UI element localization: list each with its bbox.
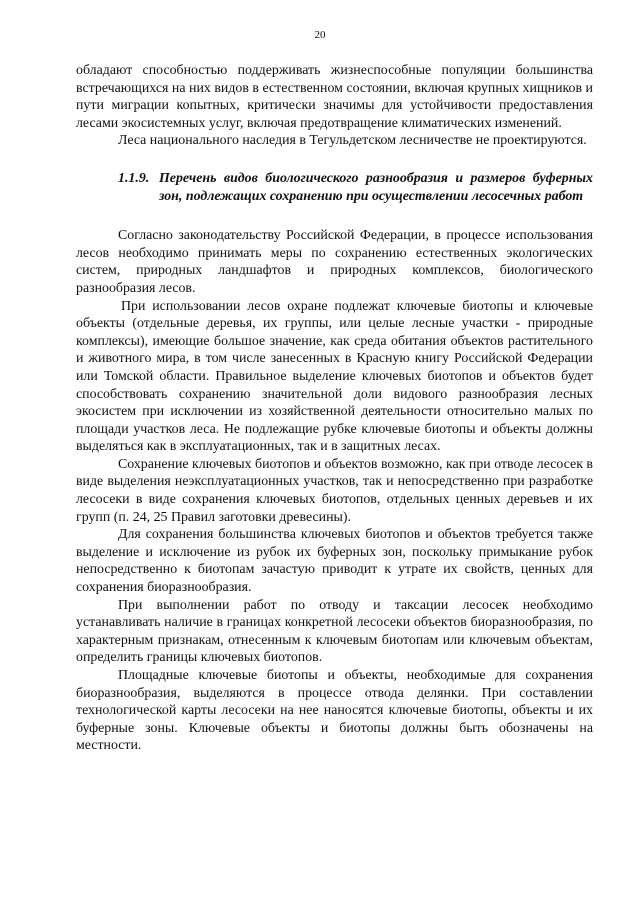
paragraph: Для сохранения большинства ключевых биотопов и объектов требуется также выделение и исключение из рубок их буферных зон, поскольку примыкание рубок непосредственно к биотопам зачастую приводит к утрате их свойств, ценных для сохранения биоразнообразия.	[76, 527, 593, 596]
paragraph: Сохранение ключевых биотопов и объектов возможно, как при отводе лесосек в виде выделения неэксплуатационных участков, так и непосредственно при разработке лесосеки в виде сохранения ключевых биотопов, отдельных ценных деревьев и их групп (п. 24, 25 Правил заготовки древесины).	[76, 456, 593, 525]
page-number: 20	[314, 29, 326, 41]
paragraph: обладают способностью поддерживать жизнеспособные популяции большинства встречающихся на них видов в естественном состоянии, включая крупных хищников и пути миграции копытных, критически значимы для устойчивости предоставления лесами экосистемных услуг, включая предотвращение климатических изменений.	[76, 63, 593, 131]
paragraph: Согласно законодательству Российской Федерации, в процессе использования лесов необходимо принимать меры по сохранению естественных экологических систем, природных ландшафтов и природных комплексов, биологического разнообразия лесов.	[76, 228, 593, 296]
paragraph: При использовании лесов охране подлежат ключевые биотопы и ключевые объекты (отдельные деревья, их группы, или целые лесные участки - природные комплексы), имеющие большое значение, как среда обитания объектов растительного и животного мира, в том числе занесенных в Красную книгу Российской Федерации или Томской области. Правильное выделение ключевых биотопов и объектов будет способствовать сохранению значительной доли видового разнообразия лесных экосистем при исключении из хозяйственной деятельности относительно малых по площади участков леса. Не подлежащие рубке ключевые биотопы и объекты должны выделяться как в эксплуатационных, так и в защитных лесах.	[76, 298, 593, 455]
section-title: Перечень видов биологического разнообразия и размеров буферных зон, подлежащих сохранению при осуществлении лесосечных работ	[159, 170, 593, 204]
paragraph: При выполнении работ по отводу и таксации лесосек необходимо устанавливать наличие в границах конкретной лесосеки объектов биоразнообразия, по характерным признакам, отнесенным к ключевым биотопам или ключевым объектам, определить границы ключевых биотопов.	[76, 597, 593, 666]
section-heading	[76, 170, 593, 205]
paragraph: Площадные ключевые биотопы и объекты, необходимые для сохранения биоразнообразия, выделяются в процессе отвода делянки. При составлении технологической карты лесосеки на нее наносятся ключевые биотопы, объекты и их буферные зоны. Ключевые объекты и биотопы должны быть обозначены на местности.	[76, 668, 593, 754]
section-number: 1.1.9.	[118, 170, 150, 186]
paragraph: Леса национального наследия в Тегульдетском лесничестве не проектируются.	[118, 133, 587, 149]
document-body	[76, 62, 593, 755]
